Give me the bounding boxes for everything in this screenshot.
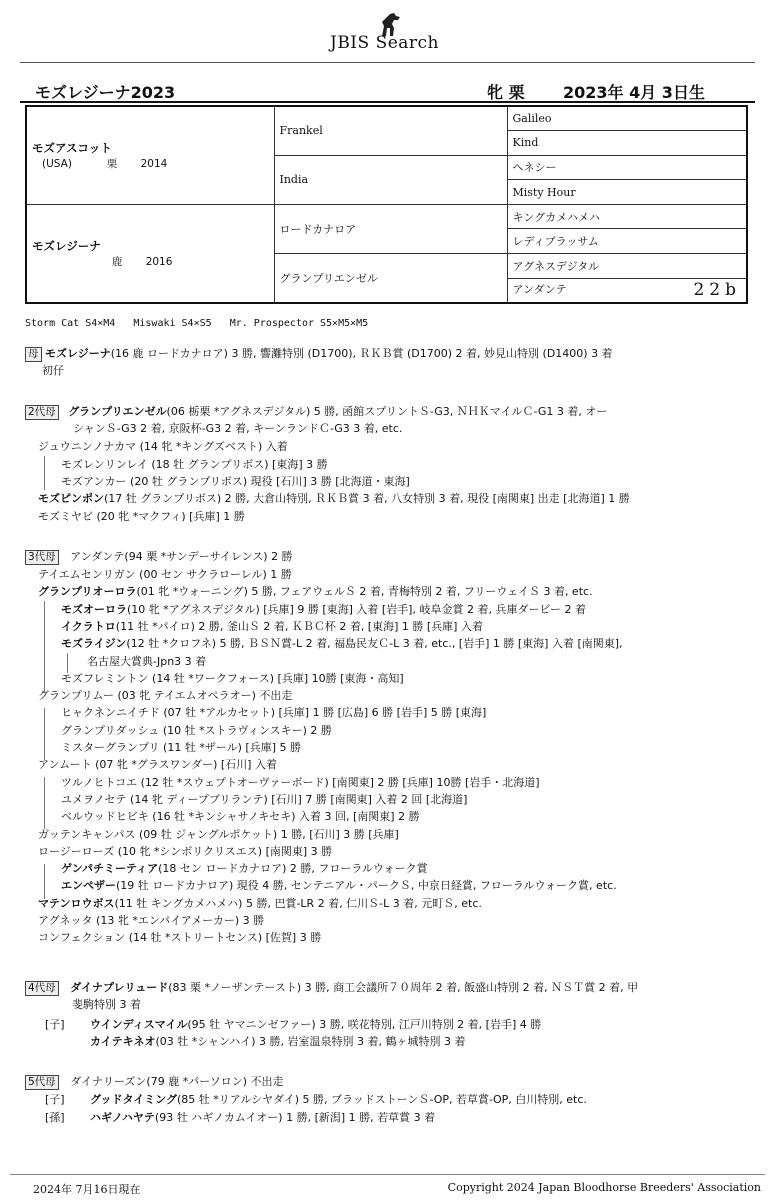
g3-descendant-line	[38, 896, 482, 912]
gen3-1[interactable]: Galileo	[507, 106, 747, 131]
g3-descendant-line	[38, 757, 277, 773]
g2-tag: 2代母	[25, 405, 59, 420]
gen3-3[interactable]: ヘネシー	[507, 155, 747, 180]
g3-descendant-name[interactable]: エンペザー	[61, 879, 116, 893]
gen3-7[interactable]: アグネスデジタル	[507, 254, 747, 279]
g3-line	[25, 549, 293, 565]
g3-descendant-text: (12 牡 *クロフネ) 5 勝, ＢＳＮ賞-L 2 着, 福島民友Ｃ-L 3 着, etc., [岩手] 1 勝 [東海] 入着 [南関東],	[126, 637, 623, 651]
footer-copyright: Copyright 2024 Japan Bloodhorse Breeders' Association	[447, 1181, 761, 1194]
g3-descendant-line	[38, 567, 292, 583]
g3-descendant-text[interactable]: モズフレミントン (14 牡 *ワークフォース) [兵庫] 10勝 [東海・高知]	[61, 671, 404, 685]
g3-descendant-text[interactable]: ベルウッドヒビキ (16 牡 *キンシャサノキセキ) 入着 3 回, [南関東] 2 勝	[61, 810, 420, 824]
g3-descendant-text[interactable]: アンムート (07 牝 *グラスワンダー) [石川] 入着	[38, 758, 277, 772]
tree-connector	[67, 653, 68, 673]
dam-details	[32, 254, 269, 269]
g3-descendant-line	[61, 878, 617, 894]
g5-child-tag: [子]	[45, 1093, 65, 1106]
g3-descendant-text[interactable]: ミスターグランプリ (11 牡 *ザール) [兵庫] 5 勝	[61, 741, 301, 754]
g5-tag: 5代母	[25, 1075, 59, 1090]
g3-descendant-line	[87, 654, 206, 670]
g2-child-2-text: (17 牡 グランプリボス) 2 勝, 大倉山特別, ＲＫＢ賞 3 着, 八女特別 3 着, 現役 [南関東] 出走 [北海道] 1 勝	[104, 492, 630, 505]
gen3-6[interactable]: レディブラッサム	[507, 229, 747, 254]
dam-tag: 母	[25, 347, 42, 362]
g5-line	[25, 1074, 284, 1090]
g3-descendant-text[interactable]: グランプリダッシュ (10 牡 *ストラヴィンスキー) 2 勝	[61, 723, 332, 737]
footer-divider	[10, 1174, 765, 1175]
g4-child-2	[90, 1034, 466, 1050]
g3-descendant-text: (10 牝 *アグネスデジタル) [兵庫] 9 勝 [東海] 入着 [岩手], 岐阜金賞 2 着, 兵庫ダービー 2 着	[127, 602, 587, 616]
pedigree-table	[25, 105, 748, 304]
tree-connector	[44, 864, 45, 899]
gen3-8-cell	[507, 278, 747, 303]
g2-text1: (06 栃栗 *アグネスデジタル) 5 勝, 函館スプリントＳ-G3, ＮＨＫマイルＣ-G1 3 着, オー	[166, 405, 608, 418]
sire-details	[32, 156, 269, 171]
dam-name[interactable]: モズレジーナ	[32, 238, 101, 253]
dam-line-name[interactable]: モズレジーナ	[45, 347, 111, 360]
g3-descendant-text[interactable]: ガッテンキャンパス (09 牡 ジャングルポケット) 1 勝, [石川] 3 勝 [兵庫]	[38, 827, 399, 841]
g3-descendant-name[interactable]: モズオーロラ	[61, 602, 127, 616]
g4-tag: 4代母	[25, 981, 59, 996]
sire-origin: (USA)	[42, 157, 72, 170]
g3-descendant-line	[61, 740, 301, 756]
g5-grandchild-1	[90, 1110, 435, 1126]
gen2-sire-sire[interactable]: Frankel	[274, 106, 507, 155]
gen2-dam-dam[interactable]: グランプリエンゼル	[274, 254, 507, 303]
g3-name[interactable]: アンダンテ	[70, 550, 125, 563]
dam-line-text: (16 鹿 ロードカナロア) 3 勝, 響灘特別 (D1700), ＲＫＢ賞 (D1700) 2 着, 妙見山特別 (D1400) 3 着	[110, 347, 613, 360]
horse-title-row	[35, 80, 725, 100]
g4-name[interactable]: ダイナプレリュード	[70, 981, 169, 994]
g2-child-2-name[interactable]: モズピンポン	[38, 492, 104, 505]
dam-year: 2016	[145, 255, 173, 268]
g5-child-1-name[interactable]: グッドタイミング	[90, 1093, 178, 1106]
g3-descendant-text[interactable]: ユメヲノセテ (14 牝 ディープブリランテ) [石川] 7 勝 [南関東] 入着 2 回 [北海道]	[61, 792, 468, 806]
sire-color: 栗	[106, 157, 118, 170]
g4-child-1	[90, 1017, 541, 1033]
g3-descendant-name[interactable]: ゲンパチミーティア	[61, 862, 159, 876]
g3-descendant-text: (19 牡 ロードカナロア) 現役 4 勝, センテニアル・パークＳ, 中京日経賞, フローラルウォーク賞, etc.	[116, 879, 617, 893]
g3-descendant-text: (01 牝 *ウォーニング) 5 勝, フェアウェルＳ 2 着, 青梅特別 2 着, フリーウェイＳ 3 着, etc.	[136, 585, 593, 599]
g3-descendant-line	[61, 723, 332, 739]
g5-child-1	[90, 1092, 587, 1108]
g3-descendant-text[interactable]: ツルノヒトコエ (12 牡 *スウェプトオーヴァーボード) [南関東] 2 勝 [兵庫] 10勝 [岩手・北海道]	[61, 775, 540, 789]
title-divider	[20, 101, 755, 103]
gen3-5[interactable]: キングカメハメハ	[507, 204, 747, 229]
sire-cell	[26, 106, 274, 204]
g4-child-2-name[interactable]: カイテキネオ	[90, 1035, 156, 1048]
g2-line	[25, 404, 607, 420]
g3-descendant-name[interactable]: イクラトロ	[61, 619, 116, 633]
g3-descendant-line	[61, 619, 483, 635]
g3-descendant-line	[38, 688, 292, 704]
g4-line	[25, 980, 638, 996]
g5-child-1-text: (85 牡 *リアルシヤダイ) 5 勝, ブラッドストーンＳ-OP, 若草賞-OP, 白川特別, etc.	[177, 1093, 587, 1106]
tree-connector	[44, 777, 45, 829]
birth-date: 2023年 4月 3日生	[563, 83, 705, 102]
gen2-dam-sire[interactable]: ロードカナロア	[274, 204, 507, 253]
tree-connector	[44, 456, 45, 490]
g2-child-2	[38, 491, 630, 507]
g3-descendant-name[interactable]: モズライジン	[61, 637, 127, 651]
inbreeding-crosses: Storm Cat S4×M4 Miswaki S4×S5 Mr. Prospector S5×M5×M5	[25, 318, 369, 329]
g3-descendant-name[interactable]: グランプリオーロラ	[38, 585, 137, 599]
g4-text2: 斐駒特別 3 着	[72, 998, 141, 1011]
g3-descendant-line	[38, 930, 321, 946]
gen2-sire-dam[interactable]: India	[274, 155, 507, 204]
g3-descendant-line	[38, 913, 264, 929]
g3-descendant-line	[61, 775, 540, 791]
gen3-4[interactable]: Misty Hour	[507, 180, 747, 205]
g3-descendant-line	[61, 809, 420, 825]
jbis-search-logo[interactable]	[330, 8, 470, 54]
g3-tag: 3代母	[25, 550, 59, 565]
g4-child-1-text: (95 牡 ヤマニンゼファー) 3 勝, 咲花特別, 江戸川特別 2 着, [岩手] 4 勝	[187, 1018, 542, 1031]
g5-name[interactable]: ダイナリーズン	[70, 1075, 147, 1088]
g3-descendant-name[interactable]: マテンロウボス	[38, 896, 115, 910]
g4-child-tag: [子]	[45, 1018, 65, 1031]
g3-descendant-line	[61, 636, 623, 652]
tree-connector	[44, 708, 45, 760]
g3-descendant-text[interactable]: テイエムセンリガン (00 セン サクラローレル) 1 勝	[38, 568, 292, 581]
dam-cell	[26, 204, 274, 302]
g3-descendant-line	[38, 584, 593, 600]
g3-descendant-line	[61, 792, 467, 808]
g2-child-1[interactable]: ジュウニンノナカマ (14 牝 *キングズベスト) 入着	[38, 440, 288, 453]
g2-grandchild-2[interactable]: モズアンカー (20 牡 グランプリボス) 現役 [石川] 3 勝 [北海道・東海]	[61, 475, 410, 488]
gen3-8[interactable]: アンダンテ	[512, 283, 567, 297]
g4-child-1-name[interactable]: ウインディスマイル	[90, 1018, 188, 1031]
family-number: 22b	[693, 280, 741, 301]
g2-child-3[interactable]: モズミヤビ (20 牝 *マクフィ) [兵庫] 1 勝	[38, 510, 245, 523]
footer-date: 2024年 7月16日現在	[33, 1183, 141, 1196]
g3-text: (94 栗 *サンデーサイレンス) 2 勝	[124, 550, 293, 563]
g3-descendant-text[interactable]: コンフェクション (14 牡 *ストリートセンス) [佐賀] 3 勝	[38, 931, 322, 945]
sire-name[interactable]: モズアスコット	[32, 140, 112, 155]
logo-text: JBIS Search	[330, 33, 440, 53]
dam-line	[25, 346, 613, 362]
g5-text: (79 鹿 *パーソロン) 不出走	[146, 1075, 284, 1088]
header-divider	[20, 62, 755, 63]
g3-descendant-line	[61, 861, 428, 877]
g3-descendant-text[interactable]: グランプリムー (03 牝 テイエムオペラオー) 不出走	[38, 689, 293, 703]
sire-year: 2014	[140, 157, 168, 170]
g3-descendant-line	[38, 844, 332, 860]
horse-name-title: モズレジーナ2023	[35, 83, 176, 102]
g3-descendant-line	[61, 602, 586, 618]
g4-text1: (83 栗 *ノーザンテースト) 3 勝, 商工会議所７０周年 2 着, 飯盛山特別 2 着, ＮＳＴ賞 2 着, 甲	[168, 981, 639, 994]
g3-descendant-text: (11 牡 *パイロ) 2 勝, 釜山Ｓ 2 着, ＫＢＣ杯 2 着, [東海] 1 勝 [兵庫] 入着	[115, 619, 483, 633]
tree-connector	[44, 601, 45, 693]
g2-name[interactable]: グランプリエンゼル	[68, 405, 167, 418]
g5-grand-tag: [孫]	[45, 1111, 65, 1124]
g5-grandchild-1-text: (93 牡 ハギノカムイオー) 1 勝, [新潟] 1 勝, 若草賞 3 着	[154, 1111, 436, 1124]
dam-color: 鹿	[111, 255, 123, 268]
g3-descendant-text[interactable]: アグネッタ (13 牝 *エンパイアメーカー) 3 勝	[38, 914, 265, 927]
g3-descendant-line	[38, 827, 399, 843]
g2-text2: シャンＳ-G3 2 着, 京阪杯-G3 2 着, キーンランドＣ-G3 3 着, etc.	[73, 422, 403, 435]
g3-descendant-text: (11 牡 キングカメハメハ) 5 勝, 巴賞-LR 2 着, 仁川Ｓ-L 3 着, 元町Ｓ, etc.	[114, 896, 482, 910]
dam-note: 初仔	[42, 364, 64, 377]
g3-descendant-text[interactable]: ロージーローズ (10 牝 *シンボリクリスエス) [南関東] 3 勝	[38, 844, 333, 858]
g3-descendant-text[interactable]: 名古屋大賞典-Jpn3 3 着	[87, 654, 207, 668]
sex-color: 牝 栗	[487, 83, 525, 102]
g3-descendant-line	[61, 705, 486, 721]
g2-grandchild-1[interactable]: モズレンリンレイ (18 牡 グランプリボス) [東海] 3 勝	[61, 458, 328, 471]
g4-child-2-text: (03 牡 *シャンハイ) 3 勝, 岩室温泉特別 3 着, 鶴ヶ城特別 3 着	[155, 1035, 466, 1048]
g3-descendant-text[interactable]: ヒャクネンニイチド (07 牡 *アルカセット) [兵庫] 1 勝 [広島] 6 勝 [岩手] 5 勝 [東海]	[61, 706, 487, 720]
g3-descendant-line	[61, 671, 404, 687]
gen3-2[interactable]: Kind	[507, 131, 747, 156]
g5-grandchild-1-name[interactable]: ハギノハヤテ	[90, 1111, 155, 1124]
g3-descendant-text: (18 セン ロードカナロア) 2 勝, フローラルウォーク賞	[158, 862, 428, 876]
